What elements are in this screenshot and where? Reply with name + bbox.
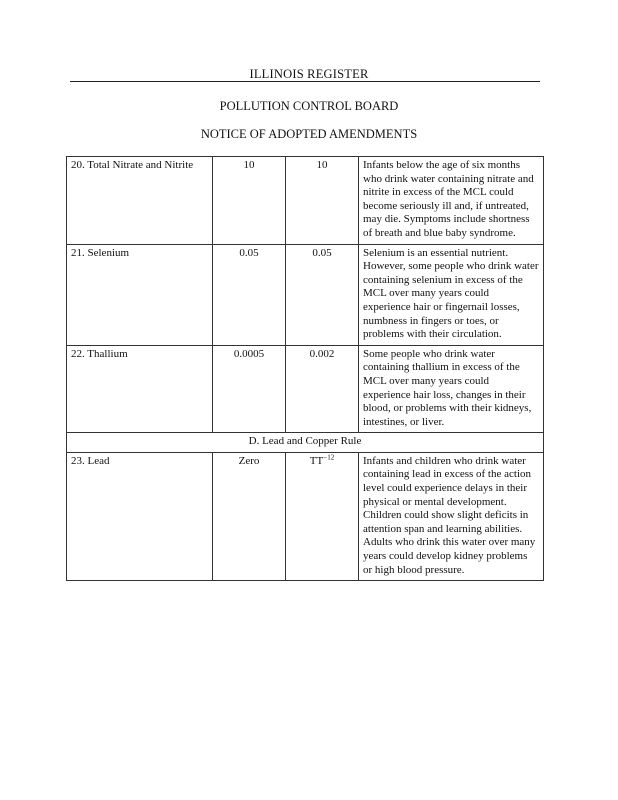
board-title: POLLUTION CONTROL BOARD (219, 99, 399, 113)
mclg-value: 0.05 (213, 244, 286, 345)
table-row (67, 244, 544, 345)
mcl-value: 10 (286, 157, 359, 245)
notice-title: NOTICE OF ADOPTED AMENDMENTS (200, 127, 418, 141)
contaminant-name: 21. Selenium (67, 244, 213, 345)
section-row (67, 433, 544, 453)
health-effects: Infants below the age of six months who drink water containing nitrate and nitrite in excess of the MCL could become seriously ill and, if untreated, may die. Symptoms include shortness of breath and blue baby syndrome. (359, 157, 544, 245)
register-title: ILLINOIS REGISTER (249, 67, 369, 81)
table-row (67, 157, 544, 245)
table-row (67, 452, 544, 580)
section-heading: D. Lead and Copper Rule (67, 433, 544, 453)
mcl-value: 0.05 (286, 244, 359, 345)
contaminant-table (66, 156, 544, 581)
table-row (67, 345, 544, 433)
mcl-value (286, 452, 359, 580)
header-rule (70, 81, 540, 82)
mclg-value: Zero (213, 452, 286, 580)
health-effects: Selenium is an essential nutrient. However, some people who drink water containing selenium in excess of the MCL over many years could experience hair or fingernail losses, numbness in fingers or toes, or problems with their circulation. (359, 244, 544, 345)
contaminant-name: 22. Thallium (67, 345, 213, 433)
mclg-value: 0.0005 (213, 345, 286, 433)
health-effects: Some people who drink water containing thallium in excess of the MCL over many years could experience hair loss, changes in their blood, or problems with their kidneys, intestines, or liver. (359, 345, 544, 433)
mcl-footnote: −12 (323, 453, 335, 462)
contaminant-name: 20. Total Nitrate and Nitrite (67, 157, 213, 245)
health-effects: Infants and children who drink water containing lead in excess of the action level could experience delays in their physical or mental development. Children could show slight deficits in attention span and learning abilities. Adults who drink this water over many years could develop kidney problems or high blood pressure. (359, 452, 544, 580)
mcl-tt: TT (309, 454, 324, 467)
contaminant-name: 23. Lead (67, 452, 213, 580)
mcl-value: 0.002 (286, 345, 359, 433)
mclg-value: 10 (213, 157, 286, 245)
